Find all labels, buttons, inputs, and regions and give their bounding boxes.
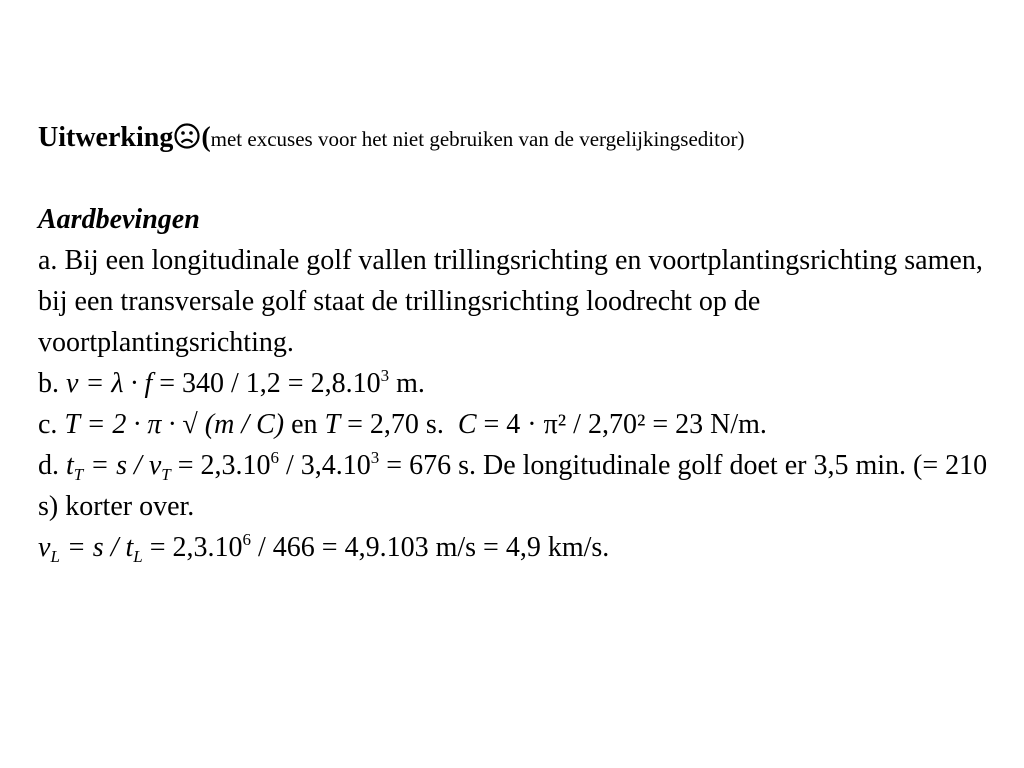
answer-d-t-sub: T — [73, 465, 84, 484]
answer-d-calc3: = 676 s. De longitudinale golf doet er 3,5 min. (= 210 s) korter over. — [38, 450, 988, 522]
answer-d-calc4: = 2,3.10 — [142, 532, 243, 563]
answer-d-calc5: / 466 = 4,9.103 m/s = 4,9 km/s. — [251, 532, 610, 563]
heading-line — [38, 118, 744, 159]
answer-d-line2 — [38, 527, 998, 568]
answers-body — [38, 199, 998, 568]
heading-subtitle: met excuses voor het niet gebruiken van de vergelijkingseditor) — [210, 127, 745, 151]
answer-d-eq2: = s / t — [59, 532, 134, 563]
frown-face-icon — [174, 123, 200, 149]
answer-c-period-symbol: T — [324, 409, 341, 440]
answer-b — [38, 363, 998, 404]
answer-a — [38, 240, 998, 363]
answer-c-label: c. — [38, 409, 58, 440]
answer-a-label: a. — [38, 245, 58, 276]
answer-c-spring-calc: = 4 · π² / 2,70² = 23 N/m. — [476, 409, 767, 440]
answer-b-unit: m. — [389, 368, 425, 399]
answer-b-label: b. — [38, 368, 59, 399]
answer-d-exp1: 6 — [270, 448, 280, 467]
answer-d-vl: v — [38, 532, 51, 563]
answer-d-eq: = s / v — [83, 450, 162, 481]
answer-c — [38, 404, 998, 445]
answer-a-text: Bij een longitudinale golf vallen trillingsrichting en voortplantingsrichting samen, bij een transversale golf staat de trillingsrichting loodrecht op de voortplantingsrichting. — [38, 245, 983, 358]
answer-b-exponent: 3 — [380, 366, 390, 385]
answer-d-v-sub: T — [161, 465, 171, 484]
answer-b-formula: v = λ · f — [66, 368, 153, 399]
heading-title: Uitwerking — [38, 122, 174, 153]
answer-d-vl-sub: L — [50, 547, 60, 566]
answer-d — [38, 445, 998, 527]
answer-c-en: en — [284, 409, 325, 440]
answer-d-tl-sub: L — [133, 547, 143, 566]
answer-d-label: d. — [38, 450, 59, 481]
answer-d-calc1: = 2,3.10 — [170, 450, 271, 481]
answer-b-result: = 340 / 1,2 = 2,8.10 — [152, 368, 381, 399]
answer-d-t: t — [66, 450, 74, 481]
answer-c-formula: T = 2 · π · √ (m / C) — [64, 409, 285, 440]
answer-c-period-value: = 2,70 s. — [340, 409, 458, 440]
answer-d-exp3: 6 — [242, 530, 252, 549]
answer-d-exp2: 3 — [370, 448, 380, 467]
answer-c-spring-symbol: C — [457, 409, 477, 440]
answer-d-calc2: / 3,4.10 — [279, 450, 371, 481]
heading-open-paren: ( — [201, 122, 211, 153]
section-title: Aardbevingen — [38, 204, 200, 235]
